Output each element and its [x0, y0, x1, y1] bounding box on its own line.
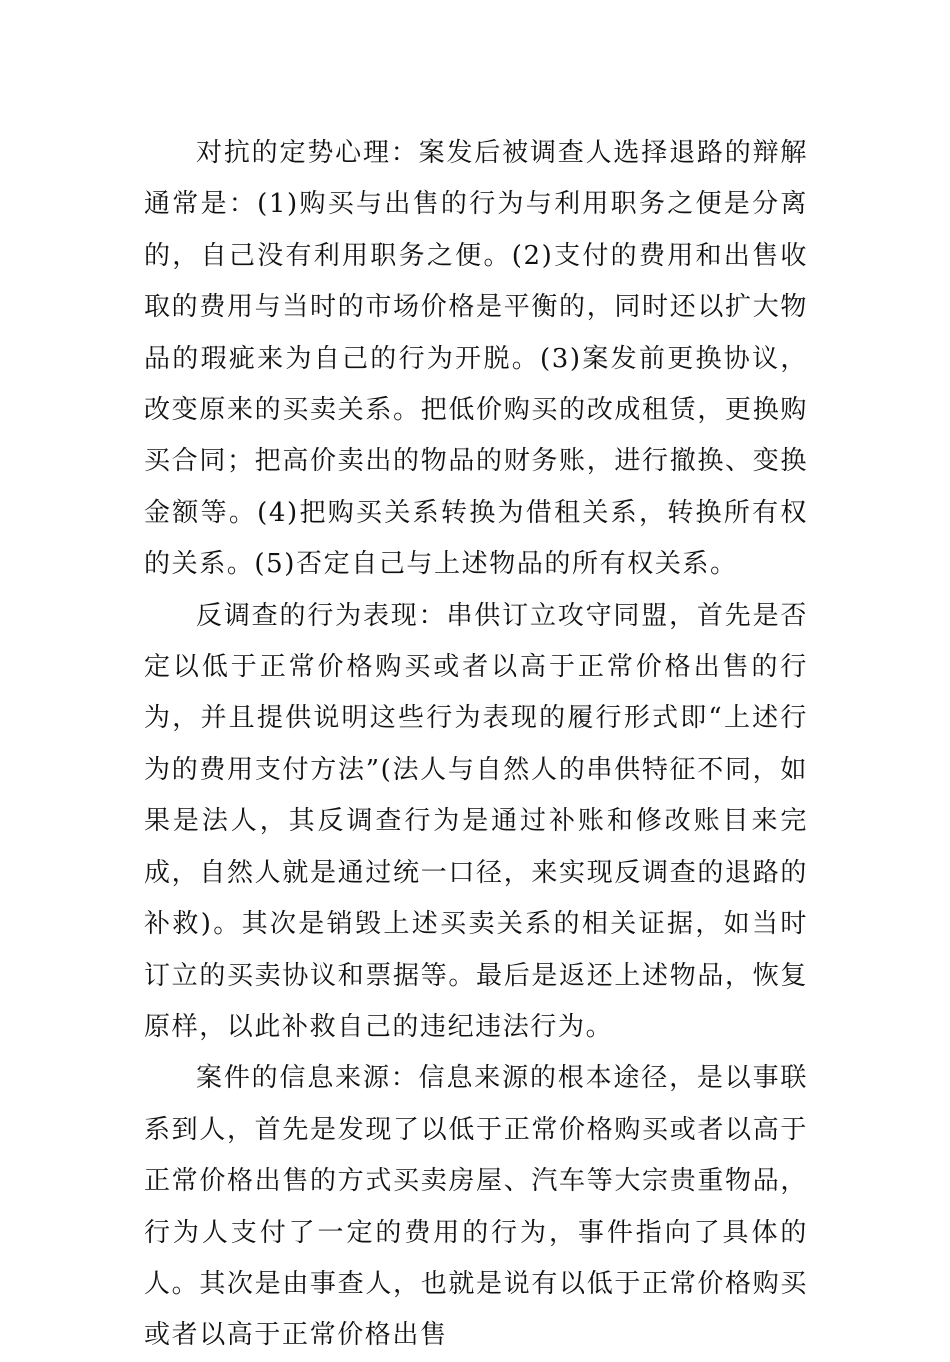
- document-body: [144, 128, 808, 1362]
- paragraph-anti-investigation: 反调查的行为表现：串供订立攻守同盟，首先是否定以低于正常价格购买或者以高于正常价格出售的行为，并且提供说明这些行为表现的履行形式即“上述行为的费用支付方法”(法人与自然人的串供特征不同，如果是法人，其反调查行为是通过补账和修改账目来完成，自然人就是通过统一口径，来实现反调查的退路的补救)。其次是销毁上述买卖关系的相关证据，如当时订立的买卖协议和票据等。最后是返还上述物品，恢复原样，以此补救自己的违纪违法行为。: [144, 600, 808, 1042]
- paragraph-information-source: 案件的信息来源：信息来源的根本途径，是以事联系到人，首先是发现了以低于正常价格购买或者以高于正常价格出售的方式买卖房屋、汽车等大宗贵重物品，行为人支付了一定的费用的行为，事件指向了具体的人。其次是由事查人，也就是说有以低于正常价格购买或者以高于正常价格出售: [144, 1063, 808, 1351]
- paragraph-resistance-mindset: 对抗的定势心理：案发后被调查人选择退路的辩解通常是：(1)购买与出售的行为与利用职务之便是分离的，自己没有利用职务之便。(2)支付的费用和出售收取的费用与当时的市场价格是平衡的，同时还以扩大物品的瑕疵来为自己的行为开脱。(3)案发前更换协议，改变原来的买卖关系。把低价购买的改成租赁，更换购买合同；把高价卖出的物品的财务账，进行撤换、变换金额等。(4)把购买关系转换为借租关系，转换所有权的关系。(5)否定自己与上述物品的所有权关系。: [144, 138, 808, 580]
